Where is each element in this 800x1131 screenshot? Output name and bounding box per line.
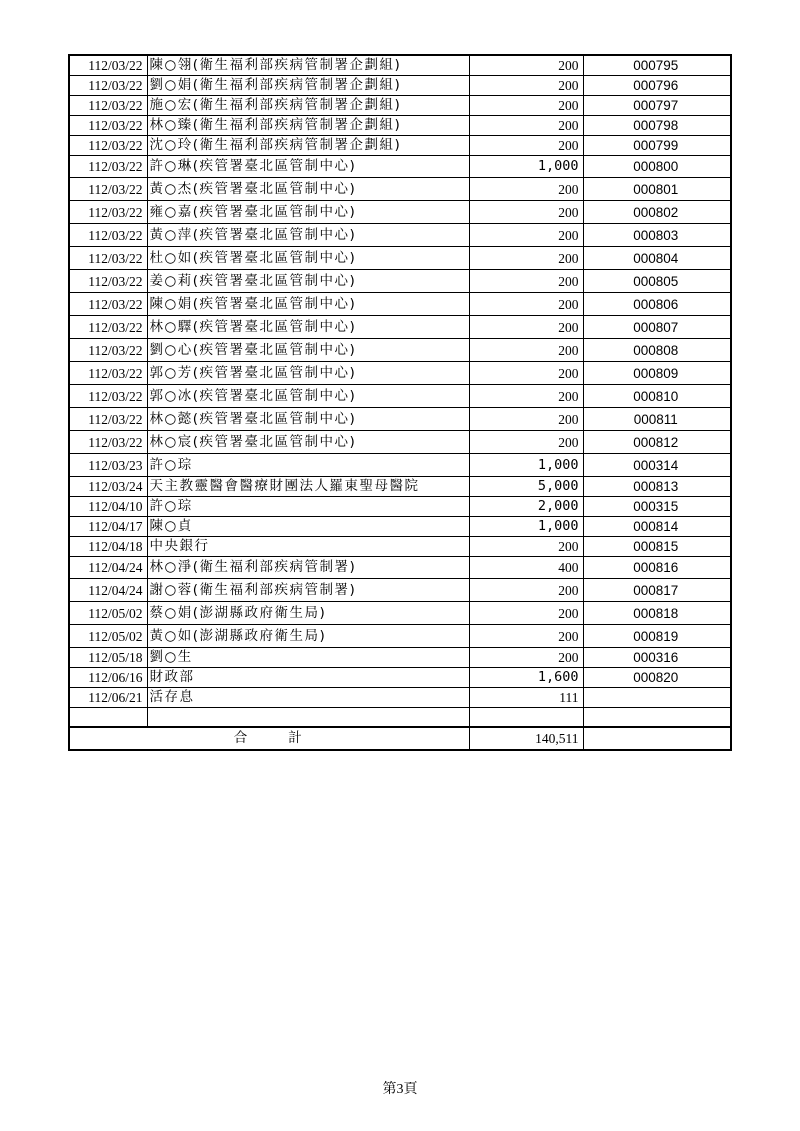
- receipt-number-cell: 000809: [583, 362, 731, 385]
- date-cell: 112/06/16: [69, 668, 147, 688]
- receipt-number-cell: 000810: [583, 385, 731, 408]
- date-cell: 112/03/22: [69, 96, 147, 116]
- donor-name-cell: 財政部: [147, 668, 469, 688]
- donor-name-cell: 劉○娟(衛生福利部疾病管制署企劃組): [147, 76, 469, 96]
- table-row: [69, 339, 731, 362]
- date-cell: 112/03/22: [69, 224, 147, 247]
- receipt-number-cell: 000800: [583, 156, 731, 178]
- total-label: [69, 727, 469, 750]
- donor-name-cell: 黃○萍(疾管署臺北區管制中心): [147, 224, 469, 247]
- amount-cell: 200: [469, 362, 583, 385]
- date-cell: 112/03/22: [69, 270, 147, 293]
- amount-cell: 1,000: [469, 517, 583, 537]
- amount-cell: 200: [469, 625, 583, 648]
- ledger-body: [69, 55, 731, 727]
- date-cell: 112/03/22: [69, 116, 147, 136]
- amount-cell: 200: [469, 579, 583, 602]
- total-label-right: 計: [288, 730, 303, 746]
- date-cell: 112/03/22: [69, 55, 147, 76]
- table-row: [69, 316, 731, 339]
- table-row: [69, 668, 731, 688]
- receipt-number-cell: 000797: [583, 96, 731, 116]
- table-row: [69, 648, 731, 668]
- date-cell: 112/05/18: [69, 648, 147, 668]
- table-row: [69, 408, 731, 431]
- amount-cell: 200: [469, 385, 583, 408]
- amount-cell: 200: [469, 116, 583, 136]
- receipt-number-cell: 000804: [583, 247, 731, 270]
- donor-name-cell: 林○驛(疾管署臺北區管制中心): [147, 316, 469, 339]
- amount-cell: 200: [469, 201, 583, 224]
- amount-cell: 200: [469, 55, 583, 76]
- donor-name-cell: 雍○嘉(疾管署臺北區管制中心): [147, 201, 469, 224]
- amount-cell: 200: [469, 270, 583, 293]
- amount-cell: 400: [469, 557, 583, 579]
- amount-cell: 200: [469, 537, 583, 557]
- table-row: [69, 602, 731, 625]
- donor-name-cell: 杜○如(疾管署臺北區管制中心): [147, 247, 469, 270]
- date-cell: 112/03/22: [69, 156, 147, 178]
- total-amount: 140,511: [469, 727, 583, 750]
- amount-cell: 200: [469, 224, 583, 247]
- table-row: [69, 201, 731, 224]
- amount-cell: 200: [469, 602, 583, 625]
- date-cell: 112/03/22: [69, 316, 147, 339]
- receipt-number-cell: 000819: [583, 625, 731, 648]
- receipt-number-cell: 000801: [583, 178, 731, 201]
- donor-name-cell: 劉○生: [147, 648, 469, 668]
- donor-name-cell: 許○琮: [147, 454, 469, 477]
- amount-cell: 200: [469, 247, 583, 270]
- table-row: [69, 708, 731, 728]
- receipt-number-cell: 000314: [583, 454, 731, 477]
- table-row: [69, 224, 731, 247]
- donor-name-cell: 林○臻(衛生福利部疾病管制署企劃組): [147, 116, 469, 136]
- date-cell: 112/05/02: [69, 602, 147, 625]
- receipt-number-cell: 000805: [583, 270, 731, 293]
- date-cell: 112/04/24: [69, 579, 147, 602]
- table-row: [69, 156, 731, 178]
- receipt-number-cell: 000813: [583, 477, 731, 497]
- receipt-number-cell: 000803: [583, 224, 731, 247]
- amount-cell: 1,000: [469, 156, 583, 178]
- table-row: [69, 76, 731, 96]
- amount-cell: 5,000: [469, 477, 583, 497]
- table-row: [69, 116, 731, 136]
- total-receipt: [583, 727, 731, 750]
- amount-cell: 1,600: [469, 668, 583, 688]
- receipt-number-cell: [583, 688, 731, 708]
- receipt-number-cell: 000817: [583, 579, 731, 602]
- receipt-number-cell: 000815: [583, 537, 731, 557]
- receipt-number-cell: 000807: [583, 316, 731, 339]
- date-cell: 112/03/22: [69, 293, 147, 316]
- donor-name-cell: 陳○娟(疾管署臺北區管制中心): [147, 293, 469, 316]
- date-cell: 112/03/22: [69, 178, 147, 201]
- table-row: [69, 477, 731, 497]
- table-row: [69, 136, 731, 156]
- donor-name-cell: 天主教靈醫會醫療財團法人羅東聖母醫院: [147, 477, 469, 497]
- amount-cell: 200: [469, 178, 583, 201]
- date-cell: 112/03/22: [69, 362, 147, 385]
- donor-name-cell: 黃○如(澎湖縣政府衛生局): [147, 625, 469, 648]
- date-cell: 112/04/17: [69, 517, 147, 537]
- table-row: [69, 55, 731, 76]
- donor-name-cell: 劉○心(疾管署臺北區管制中心): [147, 339, 469, 362]
- receipt-number-cell: 000812: [583, 431, 731, 454]
- table-row: [69, 431, 731, 454]
- receipt-number-cell: [583, 708, 731, 728]
- table-row: [69, 557, 731, 579]
- donor-name-cell: 林○淨(衛生福利部疾病管制署): [147, 557, 469, 579]
- date-cell: [69, 708, 147, 728]
- table-row: [69, 293, 731, 316]
- date-cell: 112/03/22: [69, 431, 147, 454]
- receipt-number-cell: 000820: [583, 668, 731, 688]
- amount-cell: 200: [469, 96, 583, 116]
- total-label-left: 合: [233, 730, 249, 746]
- amount-cell: 200: [469, 316, 583, 339]
- donor-name-cell: 許○琮: [147, 497, 469, 517]
- donor-name-cell: 姜○莉(疾管署臺北區管制中心): [147, 270, 469, 293]
- table-row: [69, 625, 731, 648]
- date-cell: 112/03/22: [69, 385, 147, 408]
- receipt-number-cell: 000806: [583, 293, 731, 316]
- amount-cell: 200: [469, 136, 583, 156]
- amount-cell: 200: [469, 648, 583, 668]
- date-cell: 112/03/22: [69, 247, 147, 270]
- receipt-number-cell: 000808: [583, 339, 731, 362]
- receipt-number-cell: 000818: [583, 602, 731, 625]
- donor-name-cell: 郭○冰(疾管署臺北區管制中心): [147, 385, 469, 408]
- donation-ledger-table: [68, 54, 732, 751]
- receipt-number-cell: 000798: [583, 116, 731, 136]
- amount-cell: 200: [469, 339, 583, 362]
- receipt-number-cell: 000811: [583, 408, 731, 431]
- table-row: [69, 385, 731, 408]
- table-row: [69, 517, 731, 537]
- donor-name-cell: 黃○杰(疾管署臺北區管制中心): [147, 178, 469, 201]
- donor-name-cell: 中央銀行: [147, 537, 469, 557]
- amount-cell: 111: [469, 688, 583, 708]
- donor-name-cell: 許○琳(疾管署臺北區管制中心): [147, 156, 469, 178]
- table-row: [69, 362, 731, 385]
- receipt-number-cell: 000315: [583, 497, 731, 517]
- donor-name-cell: 郭○芳(疾管署臺北區管制中心): [147, 362, 469, 385]
- receipt-number-cell: 000795: [583, 55, 731, 76]
- donor-name-cell: 蔡○娟(澎湖縣政府衛生局): [147, 602, 469, 625]
- date-cell: 112/03/22: [69, 76, 147, 96]
- table-row: [69, 454, 731, 477]
- donor-name-cell: [147, 708, 469, 728]
- date-cell: 112/05/02: [69, 625, 147, 648]
- receipt-number-cell: 000814: [583, 517, 731, 537]
- amount-cell: 2,000: [469, 497, 583, 517]
- table-row: [69, 688, 731, 708]
- receipt-number-cell: 000316: [583, 648, 731, 668]
- date-cell: 112/03/22: [69, 136, 147, 156]
- date-cell: 112/03/22: [69, 201, 147, 224]
- date-cell: 112/04/18: [69, 537, 147, 557]
- donor-name-cell: 沈○玲(衛生福利部疾病管制署企劃組): [147, 136, 469, 156]
- receipt-number-cell: 000799: [583, 136, 731, 156]
- donor-name-cell: 林○懿(疾管署臺北區管制中心): [147, 408, 469, 431]
- table-row: [69, 247, 731, 270]
- table-row: [69, 270, 731, 293]
- donor-name-cell: 陳○翎(衛生福利部疾病管制署企劃組): [147, 55, 469, 76]
- total-row: [69, 727, 731, 750]
- donor-name-cell: 施○宏(衛生福利部疾病管制署企劃組): [147, 96, 469, 116]
- amount-cell: [469, 708, 583, 728]
- table-row: [69, 178, 731, 201]
- amount-cell: 200: [469, 293, 583, 316]
- date-cell: 112/06/21: [69, 688, 147, 708]
- page-number: 第3頁: [382, 1082, 418, 1097]
- table-row: [69, 537, 731, 557]
- receipt-number-cell: 000816: [583, 557, 731, 579]
- amount-cell: 1,000: [469, 454, 583, 477]
- donor-name-cell: 謝○蓉(衛生福利部疾病管制署): [147, 579, 469, 602]
- donor-name-cell: 陳○貞: [147, 517, 469, 537]
- date-cell: 112/04/10: [69, 497, 147, 517]
- date-cell: 112/03/23: [69, 454, 147, 477]
- receipt-number-cell: 000802: [583, 201, 731, 224]
- date-cell: 112/03/22: [69, 339, 147, 362]
- amount-cell: 200: [469, 408, 583, 431]
- table-row: [69, 96, 731, 116]
- receipt-number-cell: 000796: [583, 76, 731, 96]
- table-row: [69, 579, 731, 602]
- donor-name-cell: 林○宸(疾管署臺北區管制中心): [147, 431, 469, 454]
- date-cell: 112/03/22: [69, 408, 147, 431]
- date-cell: 112/03/24: [69, 477, 147, 497]
- amount-cell: 200: [469, 431, 583, 454]
- donor-name-cell: 活存息: [147, 688, 469, 708]
- amount-cell: 200: [469, 76, 583, 96]
- table-row: [69, 497, 731, 517]
- date-cell: 112/04/24: [69, 557, 147, 579]
